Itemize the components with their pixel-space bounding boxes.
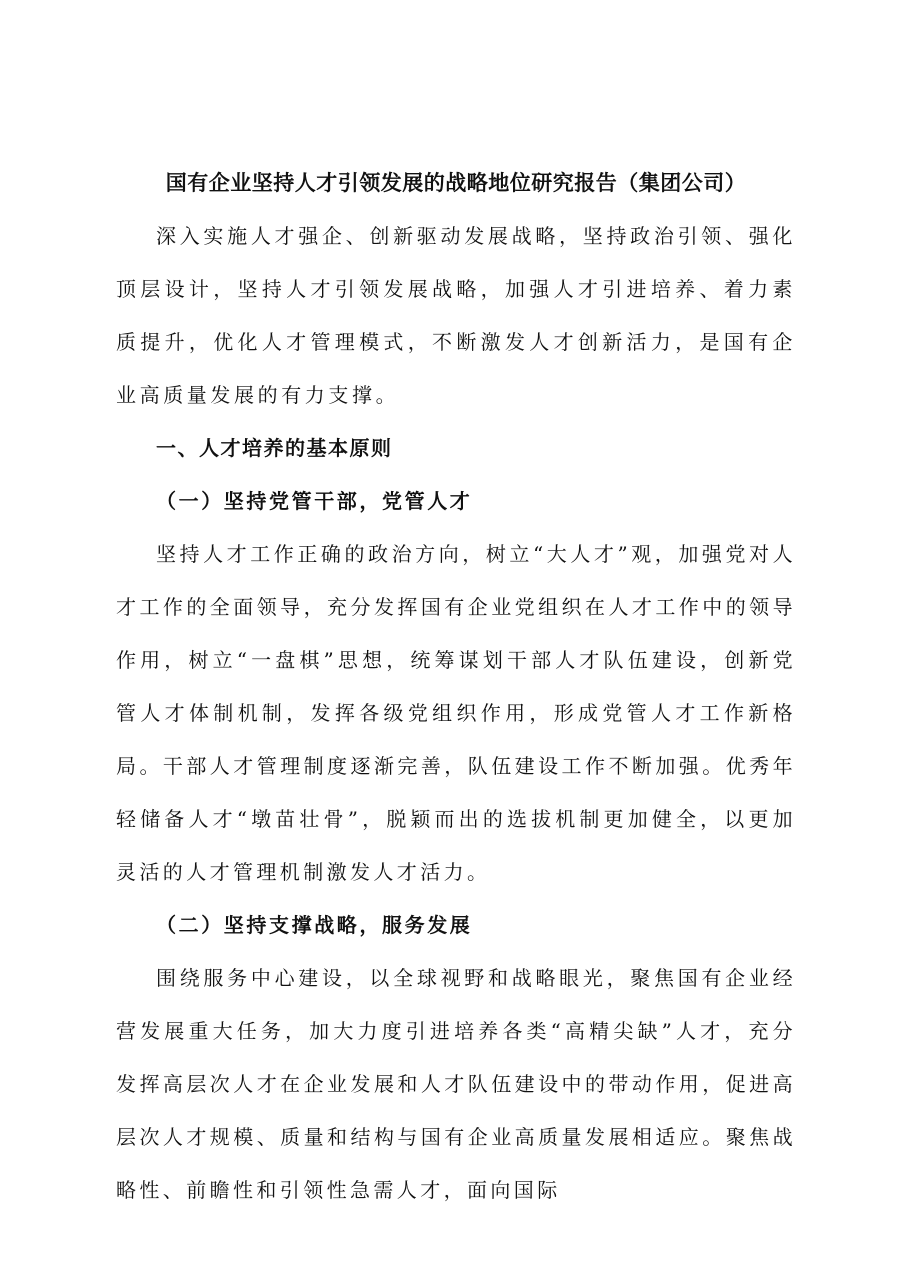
document-body: [116, 162, 796, 1217]
section-heading-1: 一、人才培养的基本原则: [156, 436, 393, 460]
subsection-heading-2: （二）坚持支撑战略，服务发展: [156, 913, 473, 937]
subsection-body-1: 坚持人才工作正确的政治方向，树立“大人才”观，加强党对人才工作的全面领导，充分发挥国有企业党组织在人才工作中的领导作用，树立“一盘棋”思想，统筹谋划干部人才队伍建设，创新党管人才体制机制，发挥各级党组织作用，形成党管人才工作新格局。干部人才管理制度逐渐完善，队伍建设工作不断加强。优秀年轻储备人才“墩苗壮骨”，脱颖而出的选拔机制更加健全，以更加灵活的人才管理机制激发人才活力。: [116, 542, 796, 884]
subsection-heading-1: （一）坚持党管干部，党管人才: [156, 489, 473, 513]
document-title: 国有企业坚持人才引领发展的战略地位研究报告（集团公司）: [165, 171, 747, 195]
intro-paragraph: 深入实施人才强企、创新驱动发展战略，坚持政治引领、强化顶层设计，坚持人才引领发展战略，加强人才引进培养、着力素质提升，优化人才管理模式，不断激发人才创新活力，是国有企业高质量发展的有力支撑。: [116, 224, 796, 407]
subsection-body-2: 围绕服务中心建设，以全球视野和战略眼光，聚焦国有企业经营发展重大任务，加大力度引进培养各类“高精尖缺”人才，充分发挥高层次人才在企业发展和人才队伍建设中的带动作用，促进高层次人才规模、质量和结构与国有企业高质量发展相适应。聚焦战略性、前瞻性和引领性急需人才，面向国际: [116, 966, 796, 1202]
